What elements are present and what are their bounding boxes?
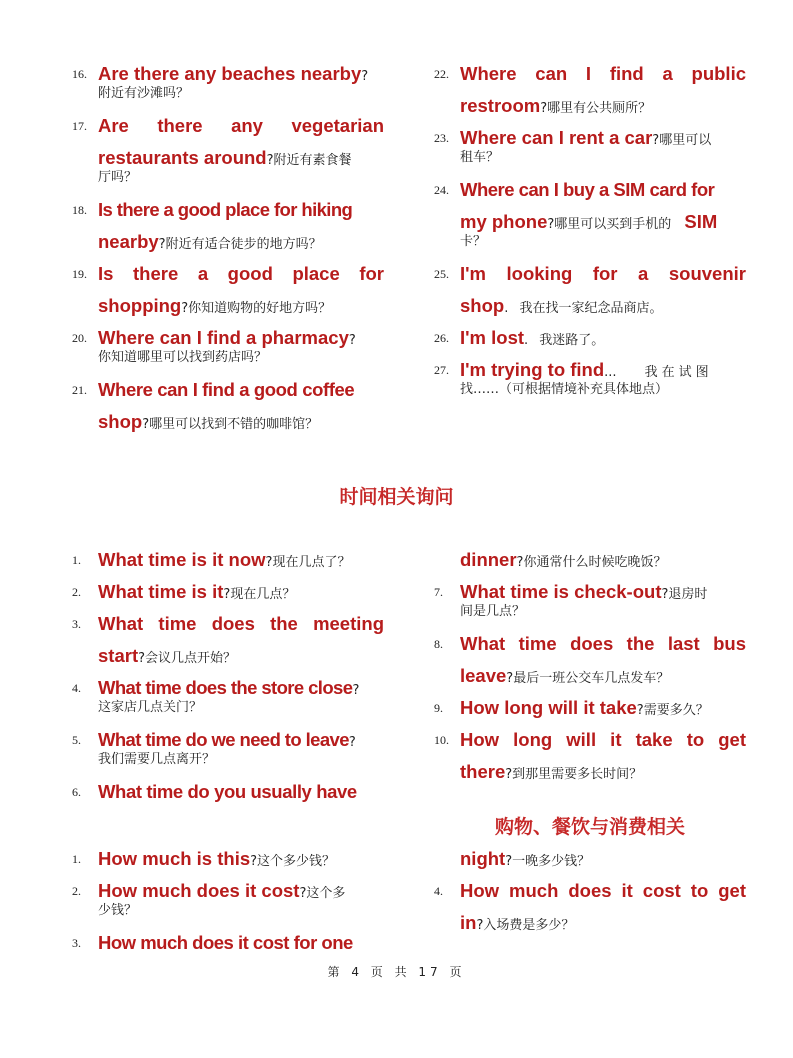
list-item: 2. How much does it cost?这个多 少钱？ xyxy=(72,875,384,927)
item-number: 1. xyxy=(72,553,81,567)
page-number-footer: 第 4 页 共 17 页 xyxy=(327,965,466,979)
item-number: 8. xyxy=(434,637,443,651)
list-item: 24. Where can I buy a SIM card for my phone?哪里可以买到手机的 SIM 卡？ xyxy=(434,174,746,258)
list-item-continuation: night?一晚多少钱？ xyxy=(460,848,591,869)
chinese-translation: 找……（可根据情境补充具体地点） xyxy=(460,382,669,397)
chinese-translation: 到那里需要多长时间？ xyxy=(512,767,643,782)
chinese-translation: 需要多久？ xyxy=(643,703,709,718)
list-item: 10. How long will it take to get there?到那里需要多长时间？ xyxy=(434,729,746,782)
english-phrase: Where can I buy a SIM card for xyxy=(460,179,715,200)
chinese-translation: 哪里可以买到手机的 xyxy=(554,217,672,232)
english-phrase: Where can I find a public xyxy=(460,63,746,84)
list-item: 19. Is there a good place for shopping?你知道购物的好地方吗？ xyxy=(72,263,384,316)
chinese-translation: 附近有沙滩吗？ xyxy=(98,86,190,101)
chinese-translation: 我们需要几点离开？ xyxy=(98,752,216,767)
item-number: 7. xyxy=(434,585,443,599)
english-phrase: Is there a good place for hiking xyxy=(98,199,353,220)
english-phrase: Are there any beaches nearby xyxy=(98,63,362,84)
english-phrase: What time is it xyxy=(98,581,224,602)
list-item: 8. What time does the last bus leave?最后一班公交车几点发车？ xyxy=(434,633,746,686)
item-number: 25. xyxy=(434,267,449,281)
item-number: 4. xyxy=(72,681,81,695)
item-number: 3. xyxy=(72,617,81,631)
english-phrase: What time does the store close xyxy=(98,677,353,698)
list-item xyxy=(72,927,384,959)
item-number: 6. xyxy=(72,785,81,799)
english-phrase: How long will it take xyxy=(460,697,637,718)
section-heading-shopping: 购物、餐饮与消费相关 xyxy=(494,816,685,838)
chinese-translation: 你知道哪里可以找到药店吗？ xyxy=(98,350,268,365)
item-number: 5. xyxy=(72,733,81,747)
list-item: 5. What time do we need to leave? 我们需要几点离开？ xyxy=(72,724,384,776)
chinese-translation: 附近有适合徒步的地方吗？ xyxy=(165,237,322,252)
list-item: 18. Is there a good place for hiking nearby?附近有适合徒步的地方吗？ xyxy=(72,199,353,252)
chinese-translation: 现在几点了？ xyxy=(272,555,351,570)
list-item: 7. What time is check-out?退房时 间是几点？ xyxy=(434,576,746,628)
english-phrase: I'm lost xyxy=(460,327,525,348)
section3-right-column xyxy=(434,843,746,939)
item-number: 9. xyxy=(434,701,443,715)
section2-left-column xyxy=(72,544,384,808)
list-item: 27. I'm trying to find... 我在试图 找……（可根据情境补充具体地点） xyxy=(434,354,746,406)
list-item: 22. Where can I find a public restroom?哪里有公共厕所？ xyxy=(434,63,746,116)
list-item: 4. How much does it cost to get in?入场费是多少？ xyxy=(434,880,746,933)
english-phrase: Are there any vegetarian xyxy=(98,115,384,136)
item-number: 27. xyxy=(434,363,449,377)
item-number: 19. xyxy=(72,267,87,281)
list-item: 4. What time does the store close? 这家店几点关门？ xyxy=(72,672,384,724)
item-number: 22. xyxy=(434,67,449,81)
english-phrase: How long will it take to get xyxy=(460,729,746,750)
list-item xyxy=(72,776,384,808)
english-phrase: night xyxy=(460,848,506,869)
chinese-translation: 你知道购物的好地方吗？ xyxy=(188,301,332,316)
english-phrase: Where can I find a pharmacy xyxy=(98,327,349,348)
section-heading-time: 时间相关询问 xyxy=(339,486,454,508)
chinese-translation: 这个多少钱？ xyxy=(257,854,336,869)
chinese-translation: 这个多 xyxy=(306,886,346,901)
english-phrase: How much does it cost xyxy=(98,880,300,901)
chinese-translation: 间是几点？ xyxy=(460,604,526,619)
list-item: 3. What time does the meeting start?会议几点开始？ xyxy=(72,613,384,666)
item-number: 3. xyxy=(72,936,81,950)
chinese-translation: 你通常什么时候吃晚饭？ xyxy=(523,555,667,570)
english-phrase: How much does it cost for one xyxy=(98,932,353,953)
chinese-translation: 我在找一家纪念品商店。 xyxy=(519,301,663,316)
english-phrase: I'm trying to find xyxy=(460,359,605,380)
chinese-translation: 入场费是多少？ xyxy=(483,918,575,933)
item-number: 20. xyxy=(72,331,87,345)
chinese-translation: 我在试图 xyxy=(644,365,713,380)
item-number: 26. xyxy=(434,331,449,345)
item-number: 1. xyxy=(72,852,81,866)
chinese-translation: 最后一班公交车几点发车？ xyxy=(513,671,670,686)
chinese-translation: 厅吗？ xyxy=(98,170,138,185)
english-phrase: What time do you usually have xyxy=(98,781,357,802)
list-item: 16. Are there any beaches nearby? 附近有沙滩吗？ xyxy=(72,58,384,110)
item-number: 24. xyxy=(434,183,449,197)
chinese-translation: 这家店几点关门？ xyxy=(98,700,203,715)
item-number: 2. xyxy=(72,884,81,898)
item-number: 2. xyxy=(72,585,81,599)
list-item: 26. I'm lost. 我迷路了。 xyxy=(434,327,605,348)
chinese-translation: 一晚多少钱？ xyxy=(512,854,591,869)
english-phrase: How much is this xyxy=(98,848,251,869)
list-item: 23. Where can I rent a car?哪里可以 租车？ xyxy=(434,122,746,174)
chinese-translation: 哪里可以找到不错的咖啡馆？ xyxy=(149,417,319,432)
item-number: 18. xyxy=(72,203,87,217)
chinese-translation: 卡？ xyxy=(460,234,487,249)
item-number: 16. xyxy=(72,67,87,81)
chinese-translation: 租车？ xyxy=(460,150,500,165)
list-item: 17. Are there any vegetarian restaurants around?附近有素食餐 厅吗？ xyxy=(72,110,384,194)
english-phrase: What time does the last bus xyxy=(460,633,746,654)
section2-right-column xyxy=(434,544,746,788)
english-phrase: What time does the meeting xyxy=(98,613,384,634)
item-number: 17. xyxy=(72,119,87,133)
chinese-translation: 我迷路了。 xyxy=(539,333,605,348)
list-item: 1. What time is it now?现在几点了？ xyxy=(72,549,351,570)
english-phrase: Where can I find a good coffee xyxy=(98,379,355,400)
list-item: 20. Where can I find a pharmacy? 你知道哪里可以找到药店吗？ xyxy=(72,322,384,374)
english-phrase: What time is it now xyxy=(98,549,266,570)
list-item: 1. How much is this?这个多少钱？ xyxy=(72,848,336,869)
item-number: 21. xyxy=(72,383,87,397)
chinese-translation: 退房时 xyxy=(668,587,708,602)
list-item: 21. Where can I find a good coffee shop?哪里可以找到不错的咖啡馆？ xyxy=(72,379,355,432)
chinese-translation: 附近有素食餐 xyxy=(273,153,352,168)
item-number: 10. xyxy=(434,733,449,747)
section1-left-column xyxy=(72,58,384,438)
english-phrase: Where can I rent a car xyxy=(460,127,653,148)
chinese-translation: 哪里可以 xyxy=(659,133,712,148)
english-phrase: I'm looking for a souvenir xyxy=(460,263,746,284)
list-item: 25. I'm looking for a souvenir shop. 我在找一家纪念品商店。 xyxy=(434,263,746,316)
chinese-translation: 哪里有公共厕所？ xyxy=(547,101,652,116)
english-phrase: How much does it cost to get xyxy=(460,880,746,901)
item-number: 4. xyxy=(434,884,443,898)
english-phrase: dinner xyxy=(460,549,517,570)
item-number: 23. xyxy=(434,131,449,145)
english-phrase: Is there a good place for xyxy=(98,263,384,284)
list-item: 9. How long will it take?需要多久？ xyxy=(434,697,709,718)
english-phrase: What time do we need to leave xyxy=(98,729,349,750)
chinese-translation: 现在几点？ xyxy=(230,587,296,602)
list-item-continuation: dinner?你通常什么时候吃晚饭？ xyxy=(460,549,667,570)
chinese-translation: 少钱？ xyxy=(98,903,138,918)
section1-right-column xyxy=(434,58,746,406)
english-phrase: What time is check-out xyxy=(460,581,662,602)
chinese-translation: 会议几点开始？ xyxy=(145,651,237,666)
list-item: 2. What time is it?现在几点？ xyxy=(72,581,296,602)
section3-left-column xyxy=(72,843,384,959)
